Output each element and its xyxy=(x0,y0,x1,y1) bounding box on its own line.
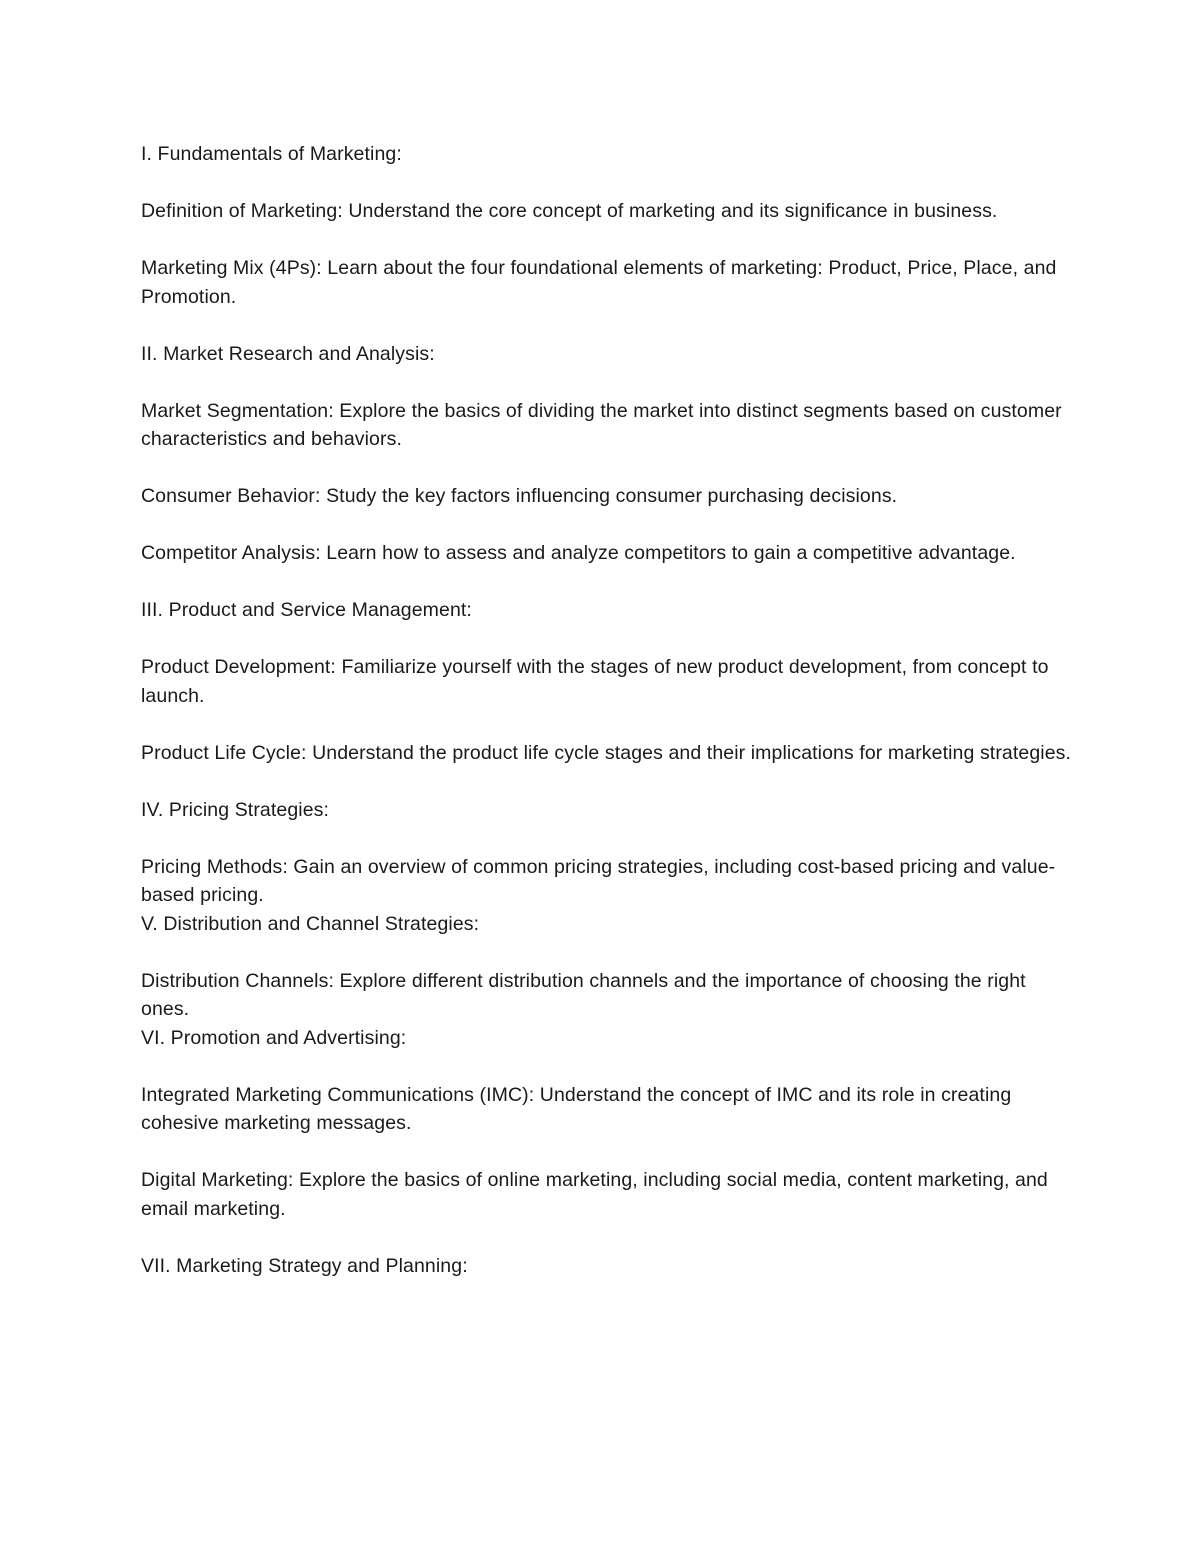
paragraph-imc: Integrated Marketing Communications (IMC): Understand the concept of IMC and its role in creating cohesive marketing messages. xyxy=(141,1083,1012,1134)
section-heading-product-service: III. Product and Service Management: xyxy=(141,599,472,621)
paragraph-consumer-behavior: Consumer Behavior: Study the key factors influencing consumer purchasing decisions. xyxy=(141,485,898,507)
section-heading-promotion: VI. Promotion and Advertising: xyxy=(141,1026,407,1049)
section-heading-strategy-planning: VII. Marketing Strategy and Planning: xyxy=(141,1254,468,1277)
section-heading-pricing: IV. Pricing Strategies: xyxy=(141,798,330,821)
paragraph-marketing-mix: Marketing Mix (4Ps): Learn about the four foundational elements of marketing: Product, Price, Place, and Promotion. xyxy=(141,257,1057,308)
paragraph-pricing-methods: Pricing Methods: Gain an overview of common pricing strategies, including cost-based pricing and value-based pricing. xyxy=(141,855,1056,906)
section-heading-market-research: II. Market Research and Analysis: xyxy=(141,342,435,365)
paragraph-definition-of-marketing: Definition of Marketing: Understand the core concept of marketing and its significance in business. xyxy=(141,200,998,222)
document-body xyxy=(141,140,1071,1309)
paragraph-competitor-analysis: Competitor Analysis: Learn how to assess and analyze competitors to gain a competitive advantage. xyxy=(141,542,1016,564)
paragraph-market-segmentation: Market Segmentation: Explore the basics of dividing the market into distinct segments based on customer characteristics and behaviors. xyxy=(141,399,1062,450)
section-heading-distribution: V. Distribution and Channel Strategies: xyxy=(141,912,480,935)
section-heading-fundamentals: I. Fundamentals of Marketing: xyxy=(141,143,402,165)
paragraph-product-development: Product Development: Familiarize yourself with the stages of new product development, from concept to launch. xyxy=(141,656,1049,707)
paragraph-digital-marketing: Digital Marketing: Explore the basics of online marketing, including social media, content marketing, and email marketing. xyxy=(141,1169,1048,1220)
paragraph-distribution-channels: Distribution Channels: Explore different distribution channels and the importance of choosing the right ones. xyxy=(141,969,1026,1020)
paragraph-product-life-cycle: Product Life Cycle: Understand the product life cycle stages and their implications for marketing strategies. xyxy=(141,741,1072,764)
